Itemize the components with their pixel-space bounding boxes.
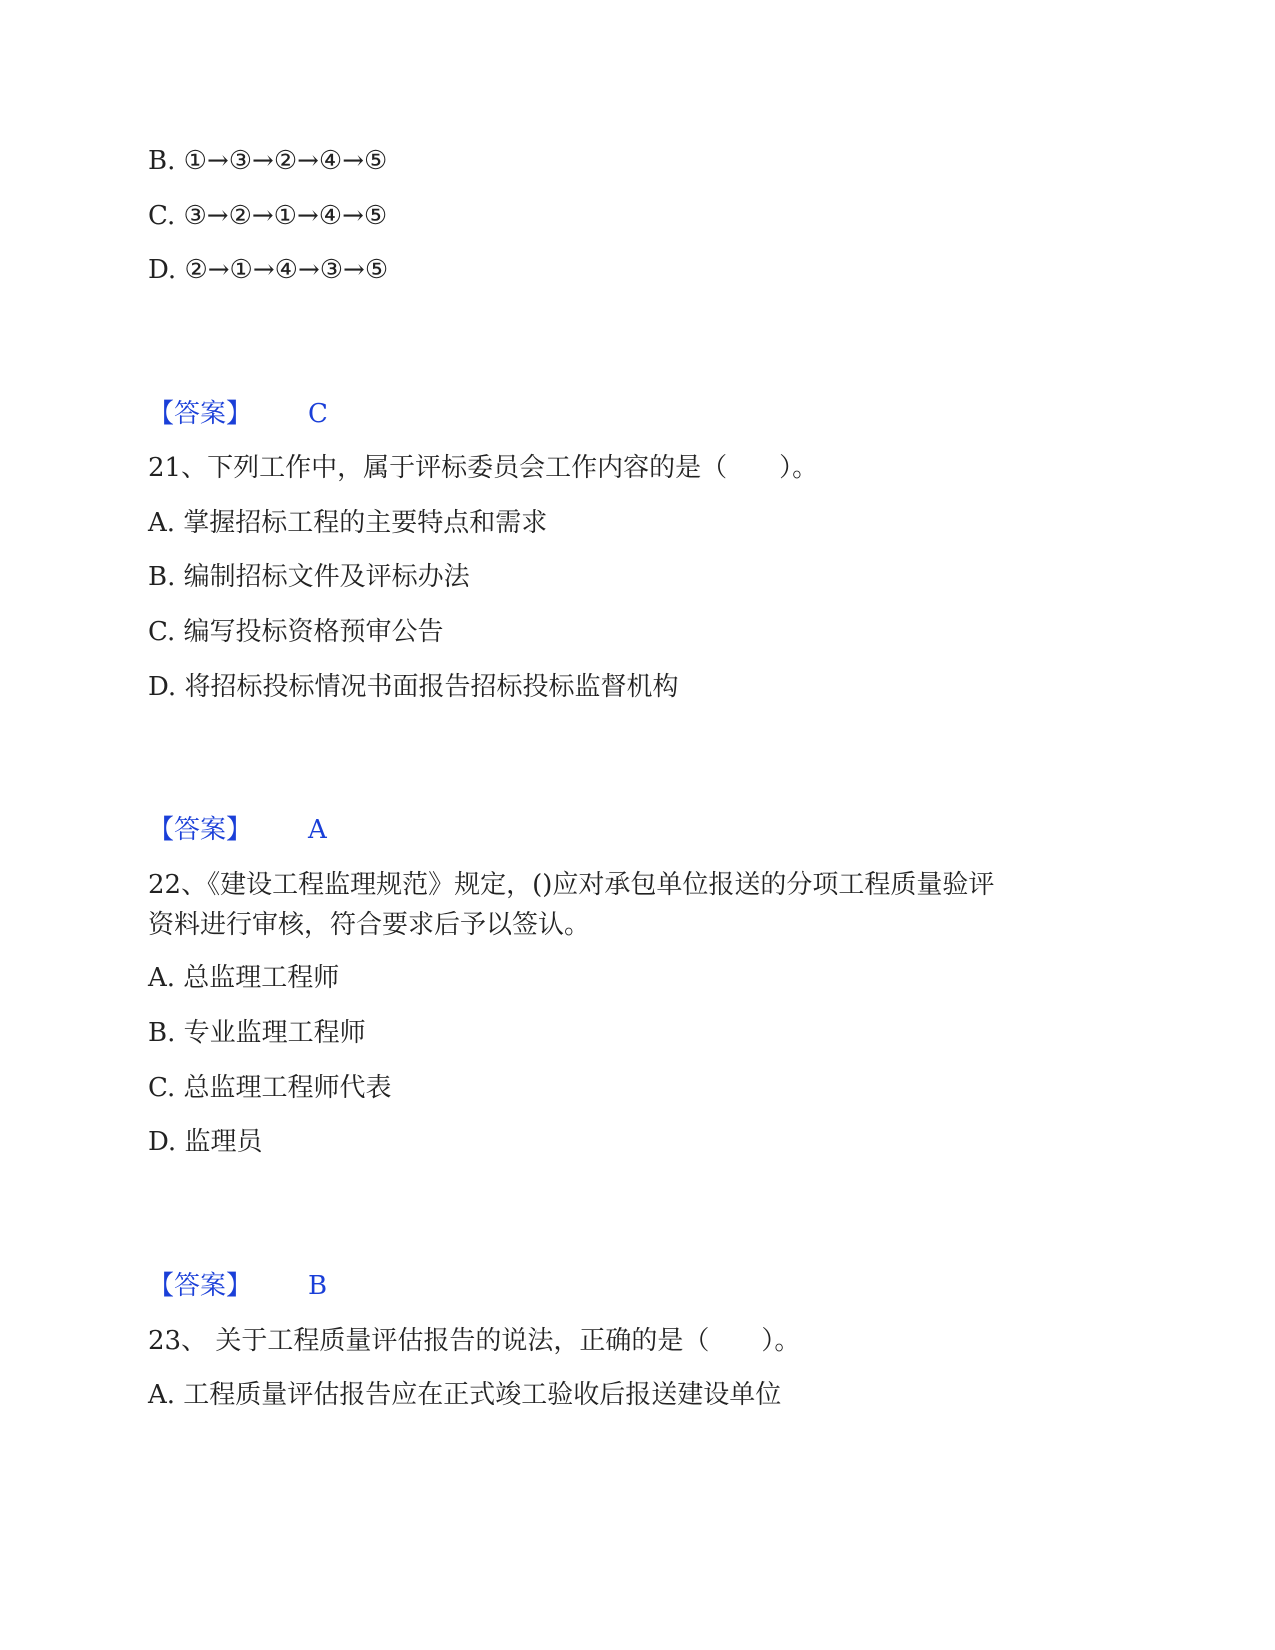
q22-answer (148, 1268, 327, 1304)
q20-option-b: B. ①→③→②→④→⑤ (148, 146, 388, 176)
answer-letter: C (308, 399, 328, 429)
q21-option-c: C. 编写投标资格预审公告 (148, 617, 444, 647)
answer-label: 【答案】 (148, 815, 253, 845)
q22-stem-line2: 资料进行审核，符合要求后予以签认。 (148, 910, 591, 940)
q23-option-a: A. 工程质量评估报告应在正式竣工验收后报送建设单位 (148, 1380, 782, 1410)
q22-option-d: D. 监理员 (148, 1127, 263, 1157)
q22-option-a: A. 总监理工程师 (148, 963, 340, 993)
q22-option-c: C. 总监理工程师代表 (148, 1073, 392, 1103)
q22-stem-line1: 22、《建设工程监理规范》规定，()应对承包单位报送的分项工程质量验评 (148, 870, 995, 900)
q20-option-c: C. ③→②→①→④→⑤ (148, 201, 388, 231)
q20-option-d: D. ②→①→④→③→⑤ (148, 255, 389, 285)
q21-option-a: A. 掌握招标工程的主要特点和需求 (148, 508, 548, 538)
answer-letter: B (308, 1271, 328, 1301)
q22-option-b: B. 专业监理工程师 (148, 1018, 366, 1048)
answer-label: 【答案】 (148, 1271, 253, 1301)
q21-stem: 21、下列工作中，属于评标委员会工作内容的是（ ）。 (148, 453, 819, 483)
q20-answer (148, 396, 328, 432)
q21-option-b: B. 编制招标文件及评标办法 (148, 562, 470, 592)
q23-stem: 23、 关于工程质量评估报告的说法，正确的是（ ）。 (148, 1326, 801, 1356)
answer-letter: A (308, 815, 327, 845)
q21-answer (148, 812, 327, 848)
q21-option-d: D. 将招标投标情况书面报告招标投标监督机构 (148, 672, 679, 702)
answer-label: 【答案】 (148, 399, 253, 429)
